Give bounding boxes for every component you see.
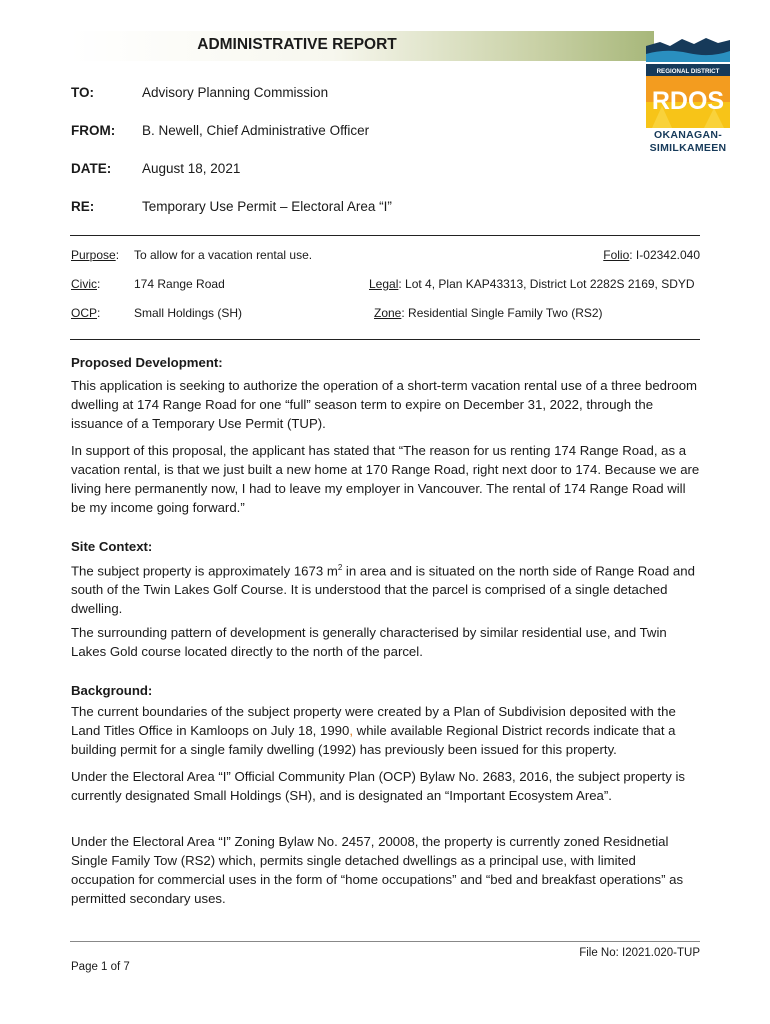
report-title: ADMINISTRATIVE REPORT: [197, 36, 397, 53]
site-paragraph-1: The subject property is approximately 1673 $m^2$ in area and is situated on the north side of Range Road and south of the Twin Lakes Golf Course. It is understood that the parcel is comprised of a single detached dwelling.: [71, 563, 695, 617]
date-label: DATE:: [71, 161, 112, 176]
proposed-paragraph-2: In support of this proposal, the applicant has stated that “The reason for us renting 174 Range Road, as a vacation rental, is that we just built a new home at 170 Range Road, right next door to 174. Because we are living here permanently now, I had to leave my employer in Vancouver. The rental of 174 Range Road will be my income going forward.”: [71, 443, 700, 515]
zone: Zone: Residential Single Family Two (RS2): [374, 306, 603, 320]
background-heading: Background:: [71, 683, 153, 698]
purpose-label: Purpose:: [71, 248, 120, 262]
logo-band-text: REGIONAL DISTRICT: [656, 68, 720, 75]
background-paragraph-2: Under the Electoral Area “I” Official Community Plan (OCP) Bylaw No. 2683, 2016, the subject property is currently designated Small Holdings (SH), and is designated an “Important Ecosystem Area”.: [71, 769, 685, 803]
proposed-paragraph-1: This application is seeking to authorize the operation of a short-term vacation rental use of a three bedroom dwelling at 174 Range Road for one “full” season term to expire on December 31, 2022, through the issuance of a Temporary Use Permit (TUP).: [71, 378, 698, 431]
background-paragraph-3: Under the Electoral Area “I” Zoning Bylaw No. 2457, 20008, the property is currently zoned Residnetial Single Family Tow (RS2) which, permits single detached dwellings as a principal use, with limited occupation for commercial uses in the form of “home occupations” and “bed and breakfast operations” as permitted secondary uses.: [71, 834, 684, 906]
site-paragraph-2: The surrounding pattern of development is generally characterised by similar residential use, and Twin Lakes Gold course located directly to the north of the parcel.: [71, 625, 667, 659]
page-number: Page 1 of 7: [71, 961, 130, 973]
logo-subtitle-1: OKANAGAN-: [653, 129, 723, 141]
site-heading: Site Context:: [71, 539, 153, 554]
civic-label: Civic:: [71, 277, 101, 291]
to-value: Advisory Planning Commission: [142, 85, 329, 100]
legal: Legal: Lot 4, Plan KAP43313, District Lot 2282S 2169, SDYD: [369, 277, 695, 291]
civic-value: 174 Range Road: [134, 277, 225, 291]
date-value: August 18, 2021: [142, 161, 241, 176]
proposed-heading: Proposed Development:: [71, 355, 223, 370]
header-divider: [70, 235, 700, 236]
file-number: File No: I2021.020-TUP: [579, 947, 700, 959]
re-value: Temporary Use Permit – Electoral Area “I”: [142, 199, 392, 214]
meta-divider: [70, 339, 700, 340]
folio: Folio: I-02342.040: [603, 248, 700, 262]
logo-subtitle-2: SIMILKAMEEN: [649, 142, 727, 154]
ocp-value: Small Holdings (SH): [134, 306, 243, 320]
to-label: TO:: [71, 85, 94, 100]
ocp-label: OCP:: [71, 306, 101, 320]
background-paragraph-1: The current boundaries of the subject property were created by a Plan of Subdivision deposited with the Land Titles Office in Kamloops on July 18, 1990, while available Regional District records indicate that a building permit for a single family dwelling (1992) has previously been issued for this property.: [71, 704, 676, 757]
from-label: FROM:: [71, 123, 116, 138]
purpose-value: To allow for a vacation rental use.: [134, 248, 313, 262]
footer-divider: [70, 941, 700, 942]
logo-main-text: RDOS: [651, 87, 725, 115]
re-label: RE:: [71, 199, 95, 214]
from-value: B. Newell, Chief Administrative Officer: [142, 123, 370, 138]
